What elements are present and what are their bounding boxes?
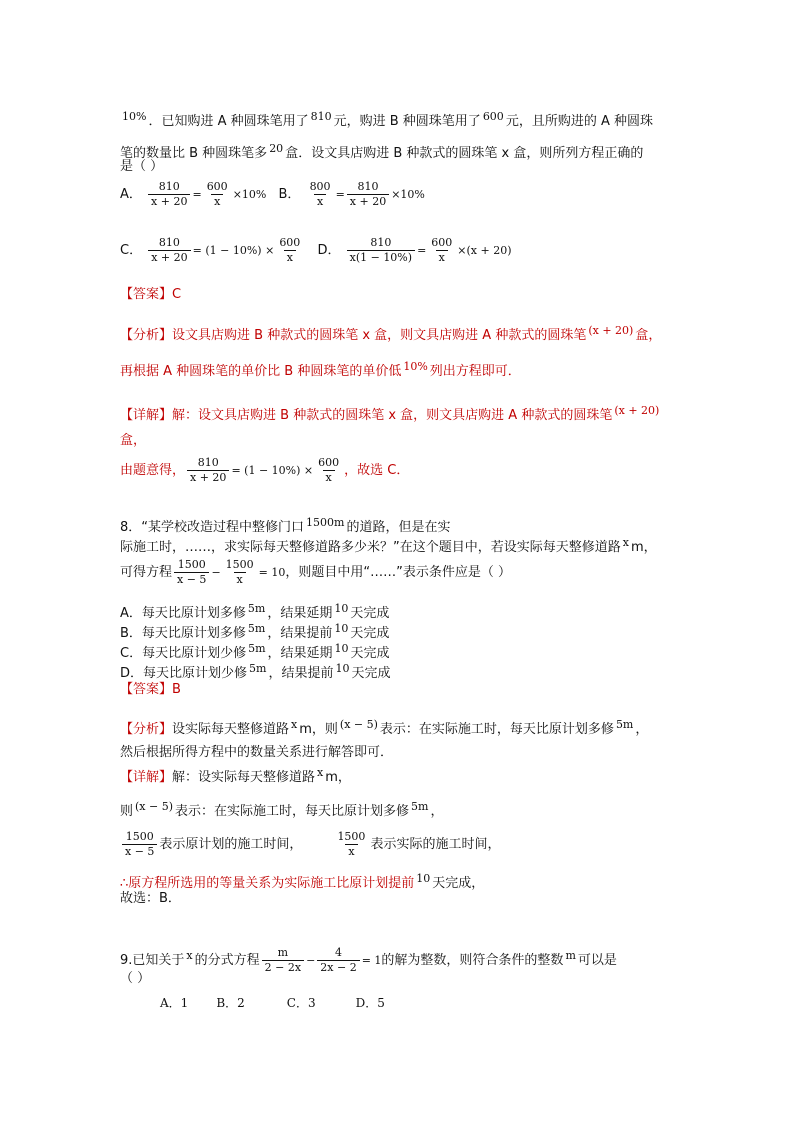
q8-detail-line-1 (120, 764, 351, 787)
q9-text: 的解为整数，则符合条件的整数 (381, 953, 564, 968)
option-text: D．每天比原计划少修 (120, 666, 248, 681)
denominator: x + 20 (187, 470, 229, 485)
math-expr: x (186, 949, 193, 962)
fraction (187, 456, 229, 485)
fraction (148, 180, 190, 209)
math-expr: 10 (416, 872, 431, 885)
detail-tag: 【详解】 (120, 770, 173, 785)
option-text: 天完成 (350, 606, 390, 621)
q7-line-1 (120, 108, 653, 131)
detail-text: ∴原方程所选用的等量关系为实际施工比原计划提前 (120, 876, 415, 891)
option-label: C． (120, 243, 143, 258)
operator: = (1 − 10%) × (231, 464, 314, 477)
fraction (347, 180, 389, 209)
denominator: x + 20 (347, 194, 389, 209)
q7-option-d (317, 236, 511, 265)
math-expr: (x − 5) (135, 800, 174, 813)
denominator: 2 − 2x (262, 960, 304, 975)
operator: = (1 − 10%) × (192, 244, 275, 257)
analysis-text: 设文具店购进 B 种款式的圆珠笔 x 盒，则文具店购进 A 种款式的圆珠笔 (172, 328, 587, 343)
fraction (317, 946, 359, 975)
numerator: 600 (318, 456, 340, 469)
option-text: ，结果提前 (268, 666, 334, 681)
q8-value: x (622, 536, 629, 549)
detail-text: m， (325, 770, 351, 785)
numerator: m (277, 946, 289, 959)
option-label: B． (278, 187, 301, 202)
q9-text: 9.已知关于 (120, 953, 185, 968)
answer-tag: 【答案】 (120, 287, 173, 302)
math-expr: 10% (403, 360, 428, 373)
option-text: ，结果提前 (267, 626, 333, 641)
option-text: A．每天比原计划多修 (120, 606, 246, 621)
q8-text: 际施工时，……，求实际每天整修道路多少米？”在这个题目中，若设实际每天整修道路 (120, 540, 621, 555)
numerator: 810 (158, 236, 180, 249)
operator: ×10% (232, 188, 267, 201)
option-text: 天完成 (350, 646, 390, 661)
q7-text: 盒．设文具店购进 B 种款式的圆珠笔 x 盒，则所列方程正确的 (285, 146, 644, 161)
q8-line-3 (120, 558, 511, 587)
q7-option-c (120, 236, 305, 265)
q8-text: ，则题目中用“……”表示条件应是（ ） (285, 565, 511, 580)
fraction (174, 558, 209, 587)
option-value: 5m (247, 602, 266, 615)
fraction (223, 558, 257, 587)
denominator: x(1 − 10%) (347, 250, 415, 265)
analysis-text: ， (635, 722, 649, 737)
q7-line-2 (120, 140, 643, 163)
numerator: 810 (357, 180, 379, 193)
operator: = (335, 188, 345, 201)
numerator: 4 (334, 946, 342, 959)
fraction (347, 236, 415, 265)
analysis-text: 再根据 A 种圆珠笔的单价比 B 种圆珠笔的单价低 (120, 364, 402, 379)
q7-text: 元，购进 B 种圆珠笔用了 (333, 114, 481, 129)
analysis-text: 设实际每天整修道路 (172, 722, 290, 737)
numerator: 1500 (337, 830, 366, 843)
detail-text: 由题意得， (120, 463, 186, 478)
detail-text: 表示实际的施工时间， (370, 837, 501, 852)
q8-analysis-line-2: 然后根据所得方程中的数量关系进行解答即可． (120, 745, 394, 760)
numerator: 600 (279, 236, 301, 249)
option-value: 10 (334, 642, 349, 655)
numerator: 600 (206, 180, 228, 193)
q7-text: 笔的数量比 B 种圆珠笔多 (120, 146, 268, 161)
denominator: x (284, 250, 296, 265)
q9-options (160, 994, 385, 1012)
q9-option-a: A．1 (160, 996, 189, 1010)
q7-detail-line-2: 盒， (120, 433, 147, 448)
detail-text: ， (430, 804, 444, 819)
q8-value: 1500m (306, 516, 345, 529)
option-label: D． (317, 243, 341, 258)
denominator: x (323, 470, 335, 485)
numerator: 1500 (125, 830, 154, 843)
q8-text: 可得方程 (120, 565, 173, 580)
q8-detail-line-3 (120, 830, 500, 859)
denominator: x (234, 572, 246, 587)
operator: ×10% (391, 188, 425, 201)
q7-detail-line-1 (120, 402, 661, 425)
numerator: 810 (197, 456, 219, 469)
operator: = (192, 188, 202, 201)
option-value: 10 (335, 662, 350, 675)
option-label: A． (120, 187, 142, 202)
fraction (148, 236, 190, 265)
q7-value: 810 (310, 110, 332, 123)
denominator: x (211, 194, 223, 209)
fraction (428, 236, 455, 265)
detail-text: 天完成， (432, 876, 485, 891)
q8-detail-line-5: 故选：B． (120, 891, 181, 906)
q8-line-2 (120, 534, 657, 557)
denominator: x − 5 (122, 844, 157, 859)
q7-option-a (120, 180, 266, 209)
q7-value: 600 (482, 110, 504, 123)
q9-option-b: B．2 (216, 996, 245, 1010)
denominator: x − 5 (174, 572, 209, 587)
detail-text: 解：设实际每天整修道路 (172, 770, 316, 785)
numerator: 1500 (177, 558, 206, 571)
option-text: ，结果延期 (267, 646, 333, 661)
q8-answer (120, 681, 181, 699)
fraction (204, 180, 231, 209)
answer-tag: 【答案】 (120, 682, 173, 697)
operator: − (211, 566, 221, 579)
option-text: 天完成 (350, 626, 390, 641)
fraction (315, 456, 342, 485)
q9-line-1 (120, 946, 617, 975)
q7-answer (120, 286, 181, 304)
denominator: x (314, 194, 326, 209)
detail-text: 表示原计划的施工时间， (159, 837, 303, 852)
math-expr: m (565, 949, 576, 962)
numerator: 600 (431, 236, 453, 249)
fraction (334, 830, 368, 859)
q8-detail-line-2 (120, 798, 443, 821)
detail-text: ，故选 C． (344, 463, 410, 478)
option-value: 10 (334, 602, 349, 615)
option-value: 10 (334, 622, 349, 635)
math-expr: x (291, 718, 298, 731)
operator: = 1 (361, 954, 382, 967)
analysis-text: 列出方程即可． (429, 364, 521, 379)
q7-analysis-line-1 (120, 322, 661, 345)
operator: = 10 (258, 566, 286, 579)
q7-options-ab (120, 180, 425, 209)
q7-detail-line-3 (120, 456, 409, 485)
detail-tag: 【详解】 (120, 408, 173, 423)
q9-line-2: （ ） (120, 971, 151, 986)
q7-text: 元，且所购进的 A 种圆珠 (505, 114, 653, 129)
q7-text: ．已知购进 A 种圆珠笔用了 (148, 114, 309, 129)
q8-option-d (120, 660, 390, 683)
fraction (276, 236, 303, 265)
detail-text: 表示：在实际施工时，每天比原计划多修 (175, 804, 410, 819)
math-expr: 5m (411, 800, 429, 813)
operator: ×(x + 20) (457, 244, 512, 257)
q7-options-cd (120, 236, 512, 265)
analysis-text: m，则 (299, 722, 338, 737)
detail-text: 则 (120, 804, 134, 819)
q9-option-d: D．5 (355, 996, 385, 1010)
option-text: 天完成 (351, 666, 391, 681)
q8-text: m， (630, 540, 657, 555)
math-expr: (x + 20) (588, 324, 634, 337)
math-expr: (x − 5) (339, 718, 378, 731)
fraction (122, 830, 157, 859)
analysis-tag: 【分析】 (120, 722, 173, 737)
q8-analysis-line-1 (120, 716, 648, 739)
option-text: B．每天比原计划多修 (120, 626, 246, 641)
option-value: 5m (247, 622, 266, 635)
analysis-text: 盒， (635, 328, 662, 343)
analysis-text: 表示：在实际施工时，每天比原计划多修 (379, 722, 614, 737)
fraction (262, 946, 304, 975)
denominator: x (436, 250, 448, 265)
option-value: 5m (249, 662, 267, 675)
option-value: 5m (248, 642, 266, 655)
q7-analysis-line-2 (120, 358, 521, 381)
denominator: x (345, 844, 357, 859)
numerator: 800 (309, 180, 331, 193)
math-expr: x (317, 766, 324, 779)
math-expr: (x + 20) (614, 404, 660, 417)
option-text: ，结果延期 (267, 606, 333, 621)
analysis-tag: 【分析】 (120, 328, 173, 343)
q7-line-3: 是（ ） (120, 159, 164, 174)
q9-text: 的分式方程 (194, 953, 260, 968)
detail-text: 解：设文具店购进 B 种款式的圆珠笔 x 盒，则文具店购进 A 种款式的圆珠笔 (172, 408, 613, 423)
numerator: 810 (370, 236, 392, 249)
q8-text: 的道路，但是在实 (346, 520, 451, 535)
q9-option-c: C．3 (286, 996, 316, 1010)
q7-option-b (279, 180, 425, 209)
numerator: 810 (158, 180, 180, 193)
numerator: 1500 (225, 558, 254, 571)
q8-text: 8．“某学校改造过程中整修门口 (120, 520, 305, 535)
answer-value: B (172, 682, 181, 697)
operator: = (417, 244, 427, 257)
q7-value: 20 (269, 142, 284, 155)
operator: − (306, 954, 316, 967)
option-text: C．每天比原计划少修 (120, 646, 247, 661)
denominator: 2x − 2 (317, 960, 359, 975)
q7-percent: 10% (122, 110, 147, 123)
math-expr: 5m (615, 718, 634, 731)
answer-value: C (172, 287, 182, 302)
denominator: x + 20 (148, 250, 190, 265)
denominator: x + 20 (148, 194, 190, 209)
fraction (307, 180, 334, 209)
q9-text: 可以是 (577, 953, 617, 968)
